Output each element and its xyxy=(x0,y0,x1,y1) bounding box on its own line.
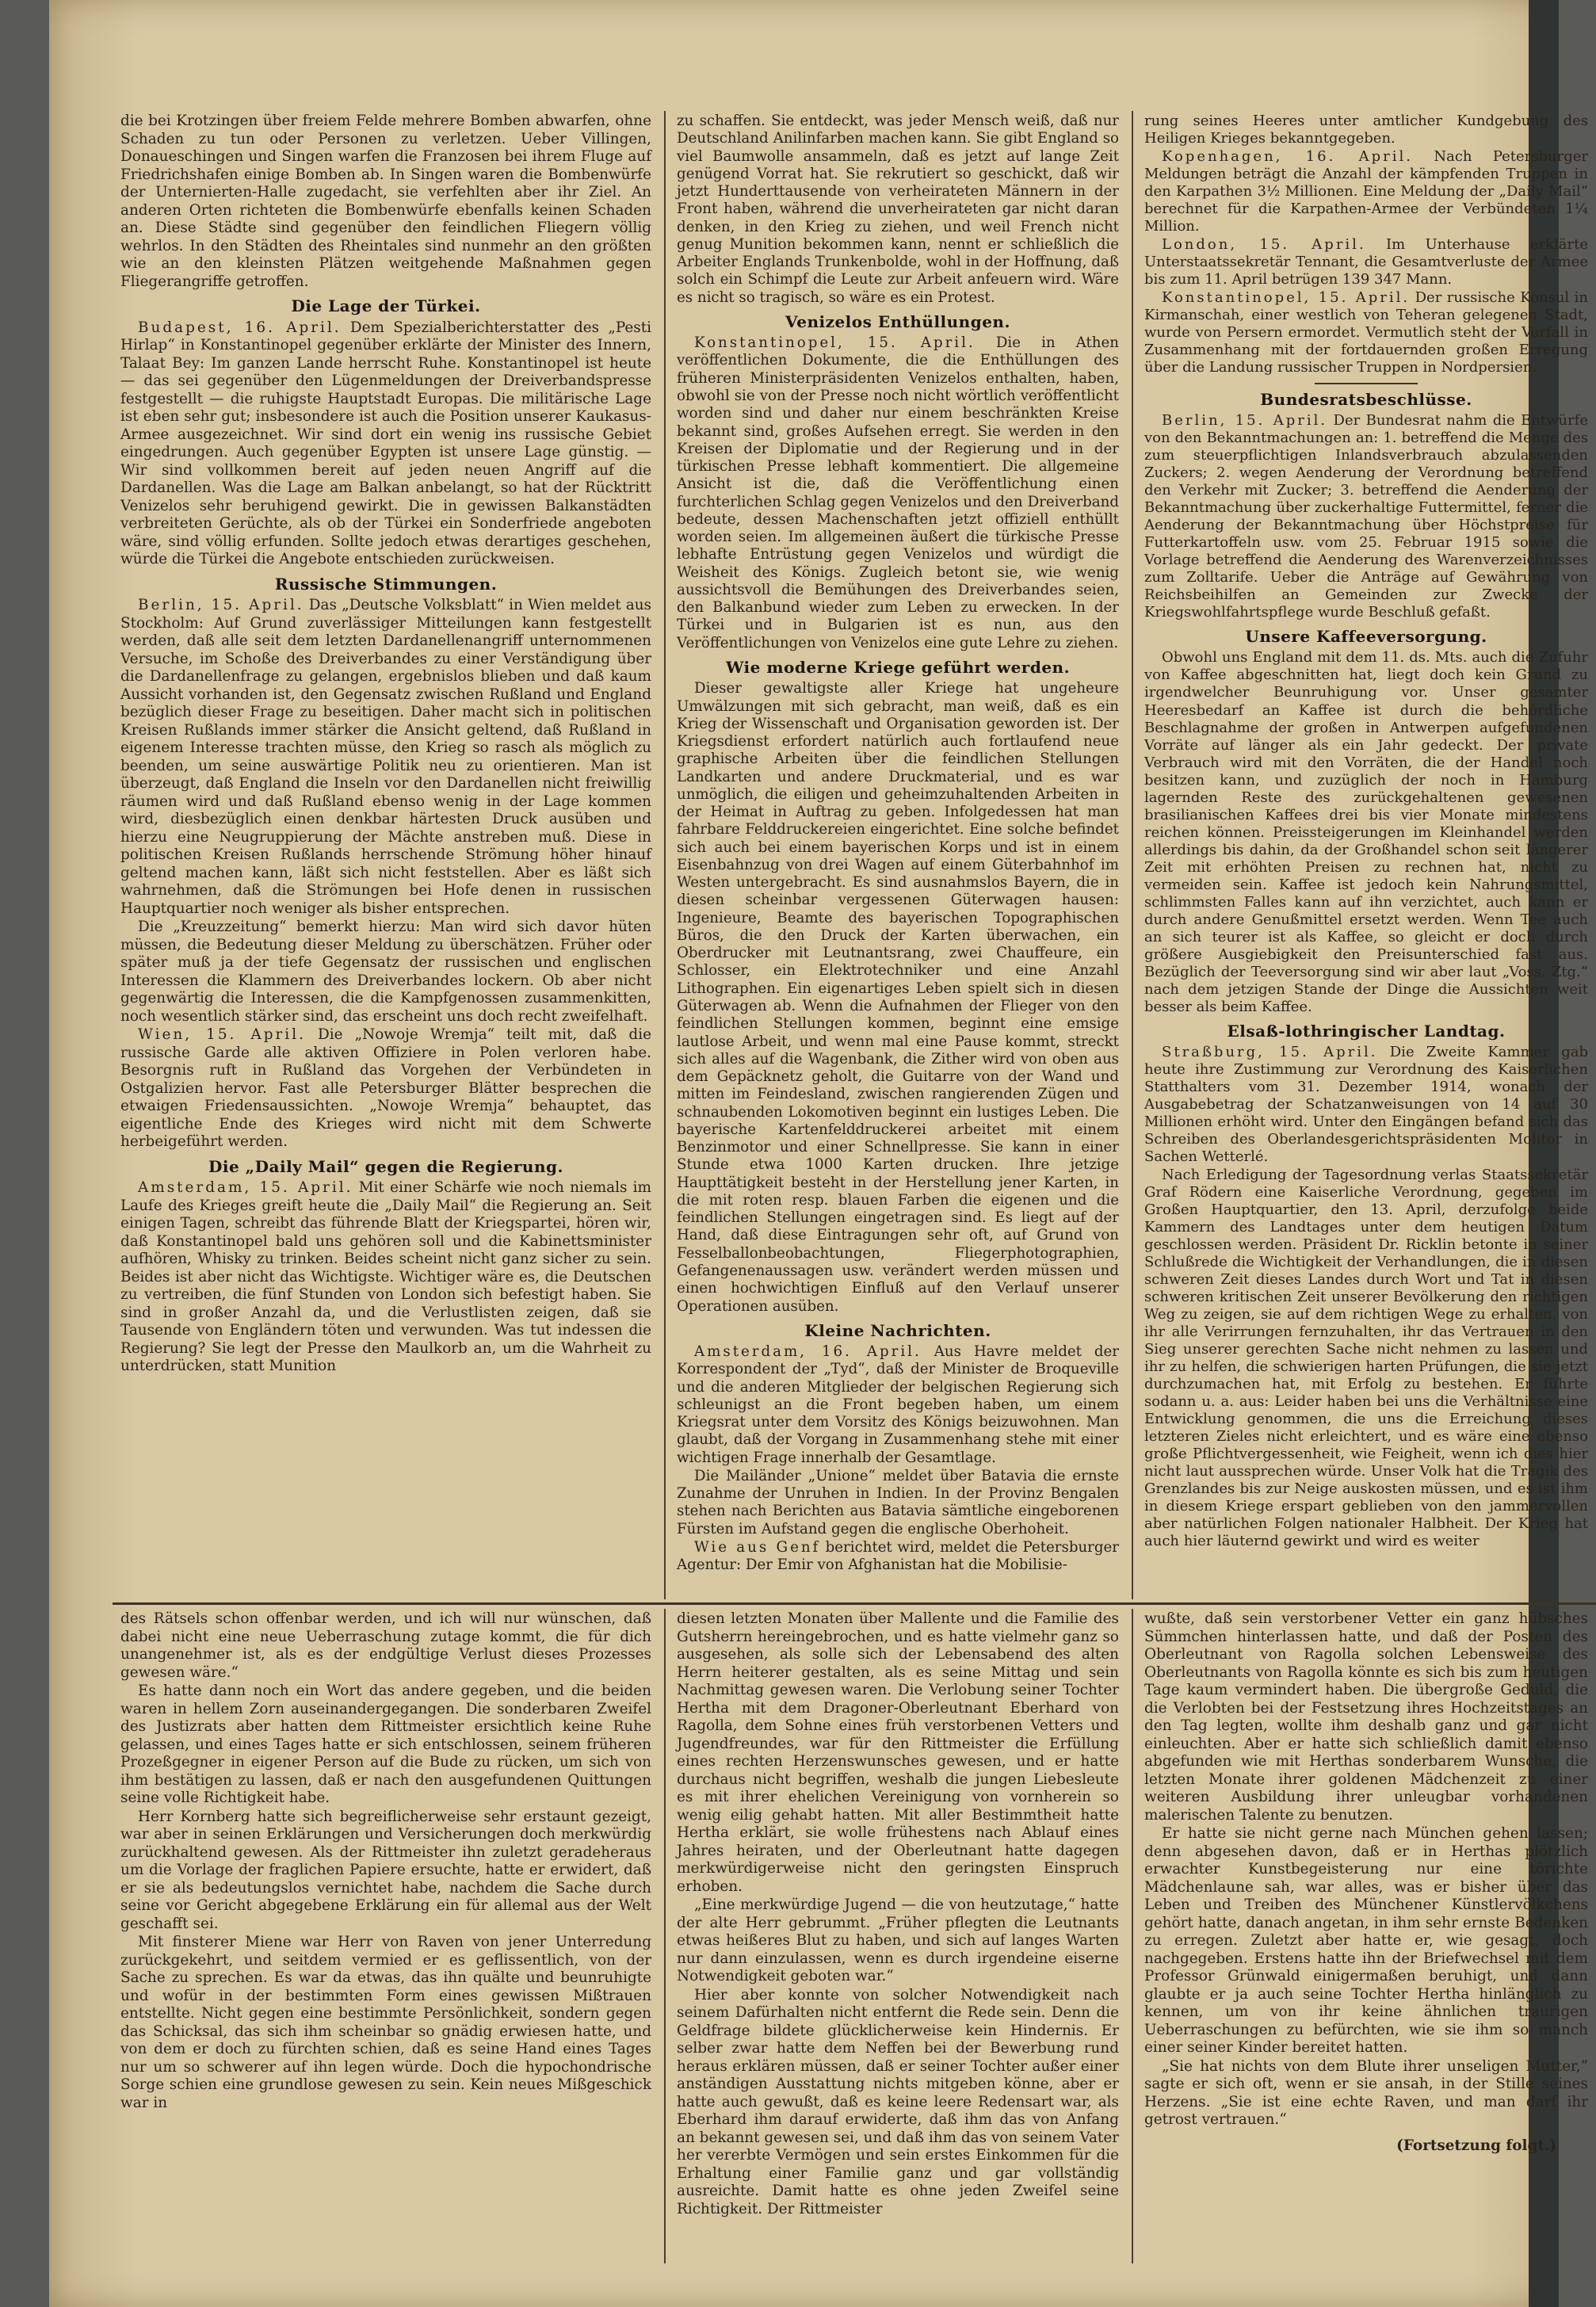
paragraph xyxy=(120,1809,651,1934)
paragraph-text: Die Zweite Kammer gab heute ihre Zustimmung zur Verordnung des Kaiserlichen Statthalters vom 31. Dezember 1914, wonach der Ausgabebetrag der Schatzanweisungen von 14 auf 30 Millionen erhöht wird. Unter den Eingängen befand sich das Schreiben des Oberlandesgerichtspräsidenten Molitor in Sachen Wetterlé. xyxy=(1144,1043,1588,1165)
paragraph xyxy=(1144,1167,1588,1550)
dateline: Konstantinopel, 15. April. xyxy=(1162,289,1411,307)
dateline: Kopenhagen, 16. April. xyxy=(1162,148,1414,166)
paragraph xyxy=(1144,236,1588,288)
paragraph-text: berichtet wird, meldet die Petersburger Agentur: Der Emir von Afghanistan hat die Mobilisie- xyxy=(677,1538,1119,1574)
paragraph-text: des Rätsels schon offenbar werden, und ich will nur wünschen, daß dabei nicht eine neue Ueberraschung zutage kommt, die für dich unangenehmer ist, als es der endgültige Verlust dieses Prozesses gewesen wäre.“ xyxy=(120,1610,651,1681)
paragraph xyxy=(677,1468,1119,1538)
paragraph xyxy=(1144,412,1588,621)
paragraph xyxy=(120,319,651,569)
paragraph xyxy=(120,919,651,1026)
paragraph xyxy=(1144,649,1588,1015)
paragraph-text: Herr Kornberg hatte sich begreiflicherweise sehr erstaunt gezeigt, war aber in seinen Erklärungen und Versicherungen doch merkwürdig zurückhaltend gewesen. Als der Rittmeister ihn zuletzt geradeheraus um die Vorlage der fraglichen Papiere ersuchte, hatte er erwidert, daß er sie als bedeutungslos vernichtet habe, nachdem die Sache durch seine vor Gericht abgegebene Erklärung ein für allemal aus der Welt geschafft sei. xyxy=(120,1808,651,1932)
article-headline: Kleine Nachrichten. xyxy=(804,1320,991,1340)
paragraph xyxy=(1144,148,1588,235)
paragraph-text: Die „Kreuzzeitung“ bemerkt hierzu: Man wird sich davor hüten müssen, die Bedeutung dieser Meldung zu überschätzen. Früher oder später muß ja der tiefe Gegensatz der russischen und englischen Interessen die Klammern des Dreiverbandes lockern. Ob aber nicht gegenwärtig die Interessen, die die Kampfgenossen zusammenkitten, noch wesentlich stärker sind, das erscheint uns doch recht zweifelhaft. xyxy=(120,919,651,1025)
dateline: Amsterdam, 16. April. xyxy=(694,1343,922,1361)
continuation-note: (Fortsetzung folgt.) xyxy=(1396,2137,1556,2154)
paragraph xyxy=(677,1987,1119,2219)
dateline: Wie aus Genf xyxy=(694,1538,821,1556)
column-divider xyxy=(1132,111,1133,1599)
paragraph-text: Es hatte dann noch ein Wort das andere gegeben, und die beiden waren in hellem Zorn auseinandergegangen. Die sonderbaren Zweifel des Justizrats aber hatten dem Rittmeister ersichtlich keine Ruhe gelassen, und eines Tages hatte er sich entschlossen, seinem früheren Prozeßgegner in eigener Person auf die Bude zu rücken, um sich von ihm bestätigen zu lassen, daß er nach den ausgefundenen Quittungen seine volle Richtigkeit habe. xyxy=(120,1683,651,1806)
paragraph-text: Mit finsterer Miene war Herr von Raven von jener Unterredung zurückgekehrt, und seitdem vermied er es geflissentlich, von der Sache zu sprechen. Es war da etwas, das ihn quälte und beunruhigte und wofür in der bestimmten Form eines gewissen Mißtrauen entstellte. Nicht gegen eine bestimmte Persönlichkeit, sondern gegen das Schicksal, das sich ihm scheinbar so gnädig erwiesen hatte, und von dem er doch zu fürchten schien, daß es seine Hand eines Tages nur um so schwerer auf ihn legen würde. Doch die hypochondrische Sorge schien eine grundlose gewesen zu sein. Kein neues Mißgeschick war in xyxy=(120,1934,651,2111)
paragraph xyxy=(1144,1610,1588,1824)
paragraph xyxy=(1144,1825,1588,2057)
paragraph xyxy=(1144,289,1588,376)
paragraph xyxy=(1144,1044,1588,1166)
paragraph-text: Die Mailänder „Unione“ meldet über Batavia die ernste Zunahme der Unruhen in Indien. In der Provinz Bengalen stehen nach Berichten aus Batavia sämtliche eingeborenen Fürsten im Aufstand gegen die englische Oberhoheit. xyxy=(677,1467,1119,1537)
paragraph xyxy=(677,1343,1119,1467)
paragraph xyxy=(677,334,1119,652)
article-headline: Elsaß-lothringischer Landtag. xyxy=(1227,1021,1506,1041)
paragraph-text: Die in Athen veröffentlichen Dokumente, die die Enthüllungen des früheren Ministerpräsidenten Venizelos enthalten, haben, obwohl sie von der Presse noch nicht wörtlich veröffentlicht worden sind und daher nur einem beschränkten Kreise bekannt sind, großes Aufsehen erregt. Sie werden in den Kreisen der Diplomatie und der Regierung und in der türkischen Presse lebhaft kommentiert. Die allgemeine Ansicht ist die, daß die Veröffentlichung einen furchterlichen Schlag gegen Venizelos und den Dreiverband bedeute, dessen Machenschaften jetzt offiziell enthüllt worden seien. Im allgemeinen äußert die türkische Presse lebhafte Entrüstung gegen Venizelos und würdigt die Weisheit des Königs. Zugleich betont sie, wie wenig aussichtsvoll die Bemühungen des Dreiverbandes seien, den Balkanbund wieder zum Leben zu erwecken. In der Türkei und in Bulgarien ist es nun, aus den Veröffentlichungen von Venizelos eine gute Lehre zu ziehen. xyxy=(677,334,1119,651)
paragraph-text: Das „Deutsche Volksblatt“ in Wien meldet aus Stockholm: Auf Grund zuverlässiger Mitteilungen kann festgestellt werden, daß alle seit dem letzten Dardanellenangriff unternommenen Versuche, im Schoße des Dreiverbandes zu einer Verständigung über die Dardanellenfrage zu gelangen, ergebnislos blieben und daß kaum Aussicht vorhanden ist, den Gegensatz zwischen Rußland und England bezüglich dieser Frage zu beseitigen. Daher macht sich in politischen Kreisen Rußlands immer stärker die Ansicht geltend, daß Rußland in eigenem Interesse trachten müsse, den Krieg so rasch als möglich zu beenden, um seine auswärtige Politik neu zu orientieren. Man ist überzeugt, daß England die Inseln vor den Dardanellen nicht freiwillig räumen wird und daß Rußland ebenso wenig in der Lage kommen wird, diesbezüglich einen denkbar härtesten Druck ausüben und hierzu eine Neugruppierung der Mächte anstreben muß. Diese in politischen Kreisen Rußlands herrschende Strömung höher hinauf geltend machen kann, läßt sich nicht feststellen. Aber es läßt sich wahrnehmen, daß die Strömungen bei Hofe denen in russischen Hauptquartier noch weniger als bisher entsprechen. xyxy=(120,597,651,917)
paragraph-text: Der russische Konsul in Kirmanschah, einer westlich von Teheran gelegenen Stadt, wurde von Persern ermordet. Vermutlich steht der Vorfall in Zusammenhang mit der fortdauernden großen Erregung über die Landung russischer Truppen in Nordpersien. xyxy=(1144,289,1588,376)
section-divider-rule xyxy=(113,1602,1596,1605)
column-divider xyxy=(664,111,666,1599)
top-column-1 xyxy=(113,113,659,1596)
paragraph xyxy=(677,680,1119,1316)
paragraph-text: Mit einer Schärfe wie noch niemals im Laufe des Krieges greift heute die „Daily Mail“ die Regierung an. Seit einigen Tagen, schreibt das führende Blatt der Kriegspartei, hören wir, daß Konstantinopel bald uns gehören soll und die Kabinettsminister aufhören, Whisky zu trinken. Beides scheint nicht ganz sicher zu sein. Beides ist aber nicht das Wichtigste. Wichtiger wäre es, die Deutschen zu vertreiben, die fünf Stunden von London sich befestigt haben. Sie sind in großer Anzahl da, und die Verlustlisten zeigen, daß sie Tausende von Engländern töten und verwunden. Was tut indessen die Regierung? Sie legt der Presse den Maulkorb an, um die Wahrheit zu unterdrücken, statt Munition xyxy=(120,1179,651,1374)
dateline: Straßburg, 15. April. xyxy=(1162,1043,1378,1060)
paragraph-text: Nach Erledigung der Tagesordnung verlas Staatssekretär Graf Rödern eine Kaiserliche Verordnung, gegeben im Großen Hauptquartier, den 13. April, derzufolge beide Kammern des Landtages unter dem heutigen Datum geschlossen werden. Präsident Dr. Ricklin betonte in seiner Schlußrede die Wichtigkeit der Verhandlungen, die in diesen schweren Zeit dieses Landes durch Wort und Tat in diesen schweren kritischen Zeit unserer Bevölkerung den richtigen Weg zu zeigen, sie auf dem richtigen Wege zu erhalten, von ihr alle Verirrungen fernzuhalten, ihr das Vertrauen in den Sieg unserer gerechten Sache nicht nehmen zu lassen und ihr zu helfen, die schwierigen harten Prüfungen, die sie jetzt durchzumachen hat, mit Erfolg zu bestehen. Er führte sodann u. a. aus: Leider haben bei uns die Verhältnisse eine Entwicklung genommen, die uns die Erreichung dieses letzteren Zieles nicht erleichtert, und es wäre eine ebenso große Pflichtvergessenheit, wie Feigheit, wenn ich dies hier nicht laut aussprechen würde. Unser Volk hat die Tragik des Grenzlandes bis zur Neige auskosten müssen, und es ist ihm in diesem Kriege erspart geblieben von den jammervollen aber natürlichen Folgen nationaler Halbheit. Der Krieg hat auch hier läuternd gewirkt und wird es weiter xyxy=(1144,1166,1588,1550)
paragraph-text: zu schaffen. Sie entdeckt, was jeder Mensch weiß, daß nur Deutschland Anilinfarben machen kann. Sie gibt England so viel Baumwolle ansammeln, daß es jetzt auf lange Zeit genügend Vorrat hat. Sie rekrutiert so geschickt, daß wir jetzt Hunderttausende von verheirateten Männern in der Front haben, während die unverheirateten gar nicht daran denken, in den Krieg zu ziehen, und weil French nicht genug Munition bekommen kann, nennt er schließlich die Arbeiter Englands Trunkenbolde, wohl in der Hoffnung, daß solch ein Schimpf die Leute zur Arbeit anfeuern wird. Wäre es nicht so tragisch, so wäre es ein Protest. xyxy=(677,113,1119,306)
paragraph-text: „Sie hat nichts von dem Blute ihrer unseligen Mutter,“ sagte er sich oft, wenn er sie ansah, in der Stille seines Herzens. „Sie ist eine echte Raven, und man darf ihr getrost vertrauen.“ xyxy=(1144,2057,1588,2128)
paragraph-text: „Eine merkwürdige Jugend — die von heutzutage,“ hatte der alte Herr gebrummt. „Früher pflegten die Leutnants etwas heißeres Blut zu haben, und sich auf langes Warten nur dann einzulassen, wenn es durch irgendeine eiserne Notwendigkeit geboten war.“ xyxy=(677,1896,1119,1984)
paragraph-text: Aus Havre meldet der Korrespondent der „Tyd“, daß der Minister de Broqueville und die anderen Mitglieder der belgischen Regierung sich schleunigst an die Front begeben haben, um einem Kriegsrat unter dem Vorsitz des Königs beizuwohnen. Man glaubt, daß der Vorgang in Zusammenhang stehe mit einer wichtigen Frage innerhalb der Gesamtlage. xyxy=(677,1343,1119,1466)
paragraph-text: Nach Petersburger Meldungen beträgt die Anzahl der kämpfenden Truppen in den Karpathen 3½ Millionen. Eine Meldung der „Daily Mail“ berechnet für die Karpathen-Armee der Verbündeten 1¼ Million. xyxy=(1144,148,1588,235)
dateline: London, 15. April. xyxy=(1162,236,1366,254)
separator-rule xyxy=(1315,383,1418,384)
dateline: Amsterdam, 15. April. xyxy=(138,1179,353,1196)
article-headline: Wie moderne Kriege geführt werden. xyxy=(725,657,1071,677)
dateline: Wien, 15. April. xyxy=(138,1026,306,1043)
dateline: Budapest, 16. April. xyxy=(138,319,342,336)
column-divider xyxy=(1132,1609,1133,2263)
article-headline: Russische Stimmungen. xyxy=(274,574,498,594)
paragraph xyxy=(120,597,651,918)
paragraph xyxy=(1144,2058,1588,2129)
paragraph xyxy=(677,1896,1119,1986)
paragraph-text: diesen letzten Monaten über Mallente und die Familie des Gutsherrn hereingebrochen, und es hatte vielmehr ganz so ausgesehen, als solle sich der Lebensabend des alten Herrn heiterer gestalten, als es seine Mittag und sein Nachmittag gewesen waren. Die Verlobung seiner Tochter Hertha mit dem Dragoner-Oberleutnant Eberhard von Ragolla, dem Sohne eines früh verstorbenen Vetters und Jugendfreundes, war für den Rittmeister die Erfüllung eines rechten Herzenswunsches gewesen, und er hatte durchaus nicht begriffen, weshalb die jungen Liebesleute es mit ihrer ehelichen Vereinigung von vornherein so wenig eilig gehabt hatten. Mit aller Bestimmtheit hatte Hertha erklärt, sie wolle frühestens nach Ablauf eines Jahres heiraten, und der Oberleutnant hatte dagegen merkwürdigerweise nicht den geringsten Einspruch erhoben. xyxy=(677,1610,1119,1895)
column-divider xyxy=(664,1609,666,2263)
paragraph-text: Dem Spezialberichterstatter des „Pesti Hirlap“ in Konstantinopel gegenüber erklärte der Minister des Innern, Talaat Bey: Im ganzen Lande herrscht Ruhe. Konstantinopel ist heute — das sei gegenüber den Lügenmeldungen der Dreiverbandspresse festgestellt — die ruhigste Hauptstadt Europas. Die militärische Lage ist eben sehr gut; insbesondere ist auch die Position unserer Kaukasus-Armee ausgezeichnet. Wir sind dort ein wenig ins russische Gebiet eingedrungen. Auch gegenüber Egypten ist unsere Lage günstig. — Wir sind vollkommen bereit auf jeden neuen Angriff auf die Dardanellen. Was die Lage am Balkan anbelangt, so hat der Rücktritt Venizelos sehr beruhigend gewirkt. Die in gewissen Balkanstädten verbreiteten Gerüchte, als ob der Türkei ein Sonderfriede angeboten wäre, sind völlig erfunden. Sollte jedoch etwas derartiges geschehen, würde die Türkei die Angebote entschieden zurückweisen. xyxy=(120,319,651,567)
article-headline: Bundesratsbeschlüsse. xyxy=(1260,390,1472,410)
paragraph xyxy=(120,1934,651,2112)
paragraph xyxy=(120,1610,651,1682)
newspaper-page xyxy=(49,0,1588,2307)
dateline: Berlin, 15. April. xyxy=(1162,412,1328,430)
paragraph-text: wußte, daß sein verstorbener Vetter ein ganz hübsches Sümmchen hinterlassen hatte, und daß der Posten des Oberleutnant von Ragolla solchen Lebensweise des Oberleutnants von Ragolla könnte es sich bis zum heutigen Tage kaum vermindert haben. Die übergroße Geduld, die die Verlobten bei der Festsetzung ihres Hochzeitstages an den Tag legten, wollte ihm deshalb ganz und gar nicht einleuchten. Aber er hatte sich schließlich damit ebenso abgefunden wie mit Herthas sonderbarem Wunsche, die letzten Monate ihrer goldenen Mädchenzeit zu einer weiteren Ausbildung ihrer unleugbar vorhandenen malerischen Talente zu benutzen. xyxy=(1144,1610,1588,1824)
paragraph xyxy=(120,113,651,291)
article-headline: Venizelos Enthüllungen. xyxy=(785,311,1010,331)
paragraph-text: Obwohl uns England mit dem 11. ds. Mts. auch die Zufuhr von Kaffee abgeschnitten hat, liegt doch kein Grund zu irgendwelcher Beunruhigung vor. Unser gesamter Heeresbedarf an Kaffee ist durch die behördliche Beschlagnahme der großen in Antwerpen aufgefundenen Vorräte auf länger als ein Jahr gedeckt. Der private Verbrauch wird mit den Vorräten, die der Handel noch besitzen kann, und zuzüglich der noch in Hamburg lagernden Reste des zurückgehaltenen gewesenen brasilianischen Kaffees drei bis vier Monate mindestens reichen können. Preissteigerungen im Kleinhandel werden allerdings bis dahin, da der Großhandel schon seit längerer Zeit mit erhöhten Preisen zu rechnen hat, nicht zu vermeiden sein. Kaffee ist jedoch kein Nahrungsmittel, schlimmsten Falles kann auf ihn verzichtet, auch kann er durch andere Genußmittel ersetzt werden. Wenn Tee auch an sich teurer ist als Kaffee, so gleicht er doch durch größere Ausgiebigkeit den Preisunterschied fast aus. Bezüglich der Teeversorgung sind wir aber laut „Voss. Ztg.“ nach dem jetzigen Stande der Dinge die Aussichten weit besser als beim Kaffee. xyxy=(1144,649,1588,1015)
paragraph-text: Die „Nowoje Wremja“ teilt mit, daß die russische Garde alle aktiven Offiziere in Polen verloren habe. Besorgnis ruft in Rußland das Vorgehen der Verbündeten in Ostgalizien hervor. Fast alle Petersburger Blätter besprechen die etwaigen Friedensaussichten. „Nowoje Wremja“ behauptet, das eigentliche Ende des Krieges wird nicht mit dem Schwerte herbeigeführt werden. xyxy=(120,1026,651,1150)
paragraph-text: Im Unterhause erklärte Unterstaatssekretär Tennant, die Gesamtverluste der Armee bis zum 11. April betrügen 139 347 Mann. xyxy=(1144,236,1588,288)
article-headline: Die Lage der Türkei. xyxy=(291,296,481,315)
paragraph xyxy=(677,1610,1119,1896)
article-headline: Unsere Kaffeeversorgung. xyxy=(1245,627,1487,647)
paragraph xyxy=(120,1179,651,1376)
paragraph xyxy=(1144,113,1588,147)
paragraph-text: die bei Krotzingen über freiem Felde mehrere Bomben abwarfen, ohne Schaden zu tun oder Personen zu verletzen. Ueber Villingen, Donaueschingen und Singen warfen die Franzosen bei ihrem Fluge auf Friedrichshafen einige Bomben ab. In Singen waren die Bombenwürfe der Unternierten-Halle zugedacht, sie verfehlten aber ihr Ziel. An anderen Orten richteten die Bombenwürfe ebenfalls keinen Schaden an. Diese Städte sind gegenüber den feindlichen Fliegern völlig wehrlos. In den Städten des Rheintales sind nunmehr an den größten wie an den kleinsten Plätzen weitgehende Maßnahmen gegen Fliegerangriffe getroffen. xyxy=(120,113,651,290)
paragraph xyxy=(677,1539,1119,1575)
paragraph-text: Er hatte sie nicht gerne nach München gehen lassen; denn abgesehen davon, daß er in Herthas plötzlich erwachter Kunstbegeisterung nur eine törichte Mädchenlaune sah, war alles, was er bisher über das Leben und Treiben des Münchener Künstlervölkchens gehört hatte, danach angetan, in ihm sehr ernste Bedenken zu erregen. Zuletzt aber hatte er, wie gesagt, doch nachgegeben. Erstens hatte ihn der Briefwechsel mit dem Professor Grünwald einigermaßen beruhigt, und dann glaubte er ja auch seine Tochter Hertha hinlänglich zu kennen, um von ihr keine ähnlichen traurigen Ueberraschungen zu befürchten, wie sie ihm so manch einer seiner Kinder bereitet hatten. xyxy=(1144,1825,1588,2056)
paragraph-text: rung seines Heeres unter amtlicher Kundgebung des Heiligen Krieges bekanntgegeben. xyxy=(1144,113,1588,147)
paragraph xyxy=(120,1683,651,1808)
paragraph xyxy=(120,1026,651,1152)
paragraph-text: Dieser gewaltigste aller Kriege hat ungeheure Umwälzungen mit sich gebracht, man weiß, daß es ein Krieg der Wissenschaft und Organisation geworden ist. Der Kriegsdienst erfordert natürlich auch fortlaufend neue graphische Arbeiten über die feindlichen Stellungen Landkarten und andere Druckmaterial, und es war unmöglich, die eiligen und geheimzuhaltenden Arbeiten in der Heimat in Auftrag zu geben. Infolgedessen hat man fahrbare Felddruckereien eingerichtet. Eine solche befindet sich auch bei einem bayerischen Korps und ist in einem Eisenbahnzug von drei Wagen auf einem Güterbahnhof im Westen untergebracht. Es sind ausnahmslos Bayern, die in diesen scheinbar vergessenen Güterwagen hausen: Ingenieure, Beamte des bayerischen Topographischen Büros, die den Druck der Karten überwachen, ein Oberdrucker mit Leutnantsrang, zwei Chauffeure, ein Schlosser, ein Elektrotechniker und eine Anzahl Lithographen. Ein eigenartiges Leben spielt sich in diesen Güterwagen ab. Wenn die Aufnahmen der Flieger von den feindlichen Stellungen kommen, beginnt eine emsige lautlose Arbeit, und wenn mal eine Pause kommt, streckt sich alles auf die Wagenbank, die Zither wird von oben aus dem Gepäcknetz geholt, die Guitarre von der Wand und mitten im Feindesland, zwischen rangierenden Zügen und schnaubenden Lokomotiven beginnt ein lustiges Leben. Die bayerische Kartenfelddruckerei arbeitet mit einem Benzinmotor und einer Schnellpresse. Sie kann in einer Stunde etwa 1000 Karten drucken. Ihre jetzige Haupttätigkeit besteht in der Herstellung jener Karten, in die mit roten resp. blauen Farben die eigenen und die feindlichen Stellungen eingetragen sind. Es liegt auf der Hand, daß diese Eintragungen sehr oft, auf Grund von Fesselballonbeobachtungen, Fliegerphotographien, Gefangenenaussagen usw. verändert werden müssen und einen hochwichtigen Einfluß auf den Verlauf unserer Operationen ausüben. xyxy=(677,680,1119,1315)
dateline: Konstantinopel, 15. April. xyxy=(694,334,976,352)
paragraph-text: Der Bundesrat nahm die Entwürfe von den Bekanntmachungen an: 1. betreffend die Menge des zum steuerpflichtigen Inlandsverbrauch abzulassenden Zuckers; 2. wegen Aenderung der Verordnung betreffend den Verkehr mit Zucker; 3. betreffend die Aenderung der Bekanntmachung über zuckerhaltige Futtermittel, ferner die Aenderung der Bekanntmachung über Höchstpreise für Futterkartoffeln usw. vom 25. Februar 1915 sowie die Vorlage betreffend die Aenderung des Warenverzeichnisses zum Zolltarife. Ueber die Anträge auf Gewährung von Reichsbeihilfen an Gemeinden zur Zwecke der Kriegswohlfahrtspflege wurde Beschluß gefaßt. xyxy=(1144,412,1588,621)
paragraph xyxy=(677,113,1119,307)
article-headline: Die „Daily Mail“ gegen die Regierung. xyxy=(208,1156,563,1176)
top-column-3 xyxy=(1136,113,1596,1596)
feuilleton-column-1 xyxy=(113,1610,659,2260)
dateline: Berlin, 15. April. xyxy=(138,597,304,613)
top-column-2 xyxy=(669,113,1127,1596)
paragraph-text: Hier aber konnte von solcher Notwendigkeit nach seinem Dafürhalten nicht entfernt die Rede sein. Denn die Geldfrage bildete glücklicherweise kein Hindernis. Er selber zwar hatte dem Neffen bei der Bewerbung rund heraus erklären müssen, daß er seiner Tochter außer einer anständigen Ausstattung nichts mitgeben könne, aber er hatte auch gewußt, daß es keine leere Redensart war, als Eberhard ihm darauf erwiderte, daß ihm das von Anfang an bekannt gewesen sei, und daß ihm das von seinem Vater her vererbte Vermögen und sein erstes Einkommen für die Erhaltung einer Familie ganz und gar vollständig ausreichte. Damit hatte es ohne jeden Zweifel seine Richtigkeit. Der Rittmeister xyxy=(677,1986,1119,2217)
feuilleton-column-2 xyxy=(669,1610,1127,2260)
feuilleton-column-3 xyxy=(1136,1610,1596,2260)
